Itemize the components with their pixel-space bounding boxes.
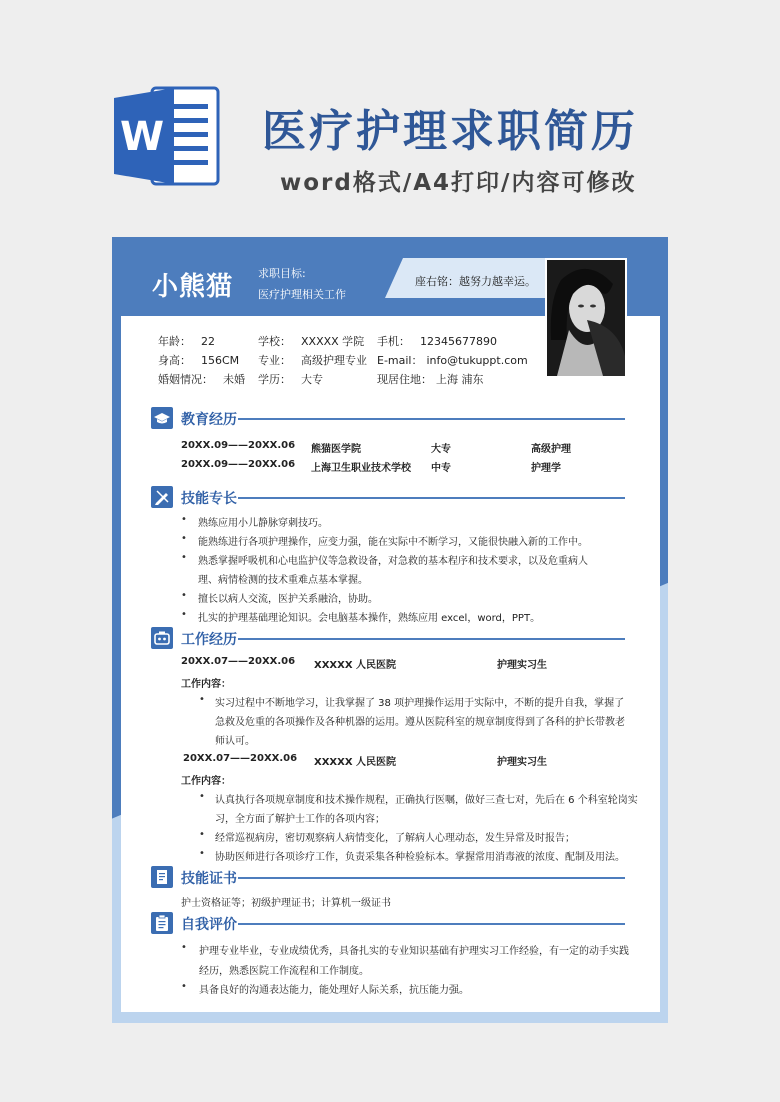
info-major: 专业： 高级护理专业 [258,354,367,367]
work-role: 护理实习生 [497,757,547,768]
info-age: 年龄： 22 [158,335,215,348]
bullet: • [199,694,205,705]
motto-text: 座右铭：越努力越幸运。 [415,275,536,288]
work-line: 师认可。 [215,736,255,747]
work-content-label: 工作内容： [181,679,231,690]
section-title-education: 教育经历 [181,412,237,428]
briefcase-icon [151,627,173,649]
section-title-skills: 技能专长 [181,491,237,507]
skill-item-continued: 理、病情检测的技术重难点基本掌握。 [198,575,368,586]
profile-photo [545,258,627,378]
section-title-certificates: 技能证书 [181,871,237,887]
work-line: 急救及危重的各项操作及各种机器的运用。遵从医院科室的规章制度得到了各科的护长带教老 [215,717,625,728]
bullet: • [181,609,187,620]
info-address: 现居住地： 上海 浦东 [377,373,484,386]
info-email: E-mail： info@tukuppt.com [377,354,528,367]
edu-date: 20XX.09——20XX.06 [181,440,296,451]
skill-item: 熟悉掌握呼吸机和心电监护仪等急救设备，对急救的基本程序和技术要求，以及危重病人 [198,556,588,567]
work-line: 经常巡视病房，密切观察病人病情变化，了解病人心理动态，发生异常及时报告； [215,833,575,844]
section-divider [238,638,625,640]
section-title-self-evaluation: 自我评价 [181,917,237,933]
svg-text:W: W [119,114,165,160]
bullet: • [181,590,187,601]
section-divider [238,497,625,499]
bullet: • [181,981,187,992]
edu-major: 护理学 [531,463,561,474]
objective-value: 医疗护理相关工作 [258,288,346,301]
bullet: • [199,791,205,802]
self-eval-line: 经历，熟悉医院工作流程和工作制度。 [199,966,369,977]
edu-school: 熊猫医学院 [311,444,361,455]
edu-major: 高级护理 [531,444,571,455]
info-marital: 婚姻情况： 未婚 [158,373,245,386]
work-content-label: 工作内容： [181,776,231,787]
bullet: • [199,829,205,840]
candidate-name: 小熊猫 [152,272,234,302]
clipboard-icon [151,912,173,934]
section-divider [238,877,625,879]
info-height: 身高： 156CM [158,354,240,367]
info-degree: 学历： 大专 [258,373,323,386]
bullet: • [181,552,187,563]
work-org: XXXXX 人民医院 [314,757,397,768]
banner-subtitle: word格式/A4打印/内容可修改 [280,170,637,196]
work-date: 20XX.07——20XX.06 [183,753,298,764]
document-icon [151,866,173,888]
skill-item: 扎实的护理基础理论知识。会电脑基本操作，熟练应用 excel，word，PPT。 [198,613,541,624]
word-logo-icon [112,82,222,190]
section-divider [238,418,625,420]
bullet: • [181,533,187,544]
work-line: 协助医师进行各项诊疗工作，负责采集各种检验标本。掌握常用消毒液的浓度、配制及用法。 [215,852,625,863]
work-role: 护理实习生 [497,660,547,671]
work-line: 认真执行各项规章制度和技术操作规程，正确执行医嘱，做好三查七对，先后在 6 个科室轮岗实 [215,795,638,806]
section-title-work: 工作经历 [181,632,237,648]
objective-label: 求职目标: [258,267,306,280]
info-school: 学校： XXXXX 学院 [258,335,365,348]
self-eval-line: 护理专业毕业，专业成绩优秀，具备扎实的专业知识基础有护理实习工作经验，有一定的动手实践 [199,946,629,957]
skill-item: 能熟练进行各项护理操作，应变力强，能在实际中不断学习，又能很快融入新的工作中。 [198,537,588,548]
self-eval-line: 具备良好的沟通表达能力，能处理好人际关系，抗压能力强。 [199,985,469,996]
banner-title: 医疗护理求职简历 [262,106,638,157]
section-divider [238,923,625,925]
bullet: • [181,942,187,953]
graduation-cap-icon [151,407,173,429]
skill-item: 擅长以病人交流，医护关系融洽，协助。 [198,594,378,605]
work-line: 习，全方面了解护士工作的各项内容； [215,814,385,825]
work-date: 20XX.07——20XX.06 [181,656,296,667]
edu-school: 上海卫生职业技术学校 [311,463,411,474]
certificates-text: 护士资格证等；初级护理证书；计算机一级证书 [181,898,391,909]
skill-item: 熟练应用小儿静脉穿刺技巧。 [198,518,328,529]
bullet: • [199,848,205,859]
bullet: • [181,514,187,525]
edu-degree: 中专 [431,463,451,474]
edu-date: 20XX.09——20XX.06 [181,459,296,470]
work-line: 实习过程中不断地学习，让我掌握了 38 项护理操作运用于实际中，不断的提升自我，掌握了 [215,698,625,709]
work-org: XXXXX 人民医院 [314,660,397,671]
edu-degree: 大专 [431,444,451,455]
pencil-ruler-icon [151,486,173,508]
info-phone: 手机： 12345677890 [377,335,497,348]
